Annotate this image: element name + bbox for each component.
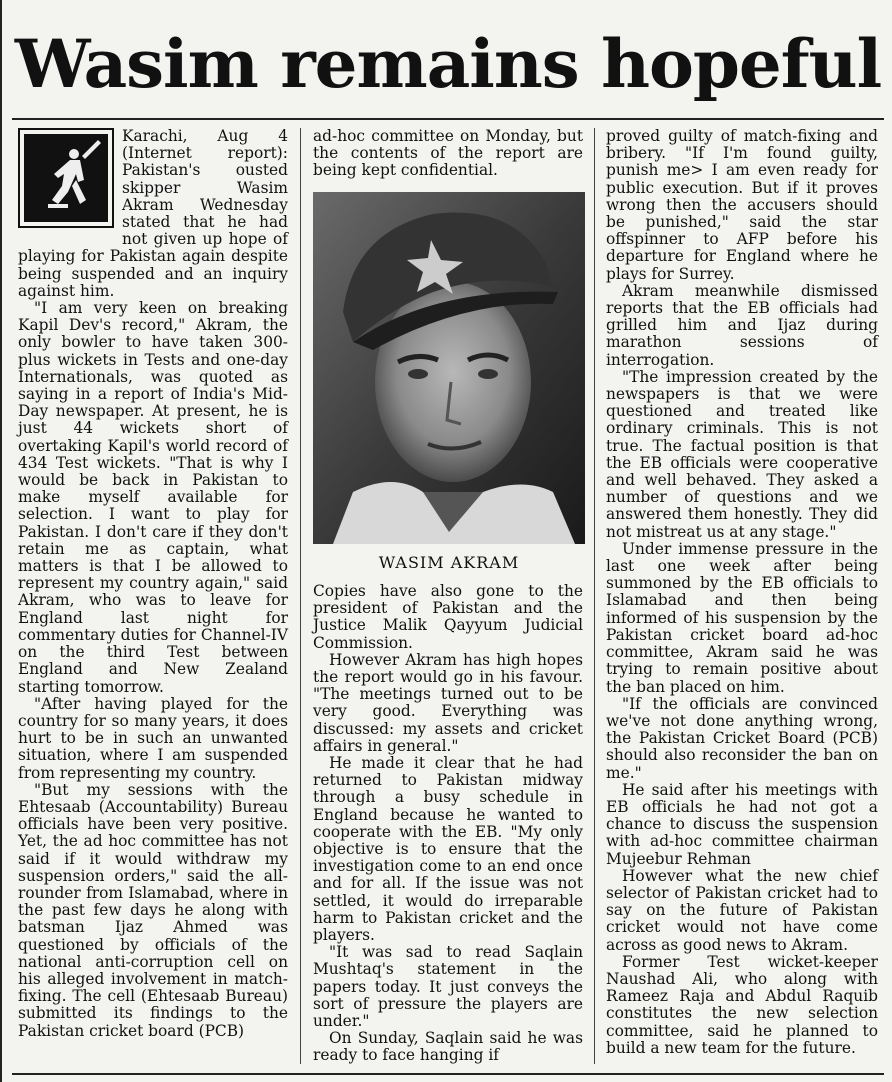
paragraph: He said after his meetings with EB officials he had not got a chance to discuss the suspension with ad-hoc committee chairman Mujeebur Rehman (606, 780, 878, 868)
player-photo (313, 192, 585, 544)
cricket-logo-icon (18, 128, 114, 228)
paragraph: Akram meanwhile dismissed reports that the EB officials had grilled him and Ijaz during marathon sessions of interrogation. (606, 281, 878, 369)
paragraph: Under immense pressure in the last one week after being summoned by the EB officials to Islamabad and then being informed of his suspension by the Pakistan cricket board ad-hoc committee, Akram said he was trying to remain positive about the ban placed on him. (606, 539, 878, 696)
photo-frame (313, 192, 585, 544)
paragraph: ad-hoc committee on Monday, but the contents of the report are being kept confidential. (313, 127, 583, 180)
paragraph: "If the officials are convinced we've not done anything wrong, the Pakistan Cricket Board (PCB) should also reconsider the ban on me." (606, 694, 878, 782)
headline: Wasim remains hopeful (14, 25, 882, 103)
article-column-1 (18, 128, 288, 1040)
article-column-3 (606, 128, 878, 1057)
photo-caption: WASIM AKRAM (378, 553, 520, 572)
article-column-2 (313, 583, 583, 1065)
paragraph: "It was sad to read Saqlain Mushtaq's statement in the papers today. It just conveys the sort of pressure the players are under." (313, 943, 583, 1031)
paragraph: On Sunday, Saqlain said he was ready to face hanging if (313, 1029, 583, 1065)
paragraph: proved guilty of match-fixing and bribery. "If I'm found guilty, punish me> I am even ready for public execution. But if it proves wrong then the accusers should be punished," said the star offspinner to AFP before his departure for England where he plays for Surrey. (606, 127, 878, 283)
paragraph: Former Test wicket-keeper Naushad Ali, who along with Rameez Raja and Abdul Raquib constitutes the new selection committee, said he planned to build a new team for the future. (606, 952, 878, 1057)
paragraph: Karachi, Aug 4 (Internet report): Pakistan's ousted skipper Wasim Akram Wednesday stated that he had not given up hope of playing for Pakistan again despite being suspended and an inquiry against him. (18, 127, 288, 300)
paragraph: "I am very keen on breaking Kapil Dev's record," Akram, the only bowler to have taken 300-plus wickets in Tests and one-day Internationals, was quoted as saying in a report of India's Mid-Day newspaper. At present, he is just 44 wickets short of overtaking Kapil's world record of 434 Test wickets. "That is why I would be back in Pakistan to make myself available for selection. I want to play for Pakistan. I don't care if they don't retain me as captain, what matters is that I be allowed to represent my country again," said Akram, who was to leave for England last night for commentary duties for Channel-IV on the third Test between England and New Zealand starting tomorrow. (18, 299, 288, 696)
bottom-rule (12, 1073, 884, 1075)
paragraph: "But my sessions with the Ehtesaab (Accountability) Bureau officials have been very positive. Yet, the ad hoc committee has not said if it would withdraw my suspension orders," said the all-rounder from Islamabad, where in the past few days he along with batsman Ijaz Ahmed was questioned by officials of the national anti-corruption cell on his alleged involvement in match-fixing. The cell (Ehtesaab Bureau) submitted its findings to the Pakistan cricket board (PCB) (18, 780, 288, 1040)
headline-rule (12, 118, 884, 120)
paragraph: However what the new chief selector of Pakistan cricket had to say on the future of Pakistan cricket would not have come across as good news to Akram. (606, 866, 878, 954)
paragraph: Copies have also gone to the president of Pakistan and the Justice Malik Qayyum Judicial Commission. (313, 582, 583, 652)
article-column-2-top (313, 128, 583, 180)
paragraph: He made it clear that he had returned to Pakistan midway through a busy schedule in England because he wanted to cooperate with the EB. "My only objective is to ensure that the investigation come to an end once and for all. If the issue was not settled, it would do irreparable harm to Pakistan cricket and the players. (313, 754, 583, 945)
paragraph: "After having played for the country for so many years, it does hurt to be in such an unwanted situation, where I am suspended from representing my country. (18, 694, 288, 782)
paragraph: "The impression created by the newspapers is that we were questioned and treated like ordinary criminals. This is not true. The factual position is that the EB officials were cooperative and well behaved. They asked a number of questions and we answered them honestly. They did not mistreat us at any stage." (606, 367, 878, 541)
column-divider (594, 128, 595, 1064)
paragraph: However Akram has high hopes the report would go in his favour. "The meetings turned out to be very good. Everything was discussed: my assets and cricket affairs in general." (313, 650, 583, 755)
column-divider (300, 128, 301, 1064)
